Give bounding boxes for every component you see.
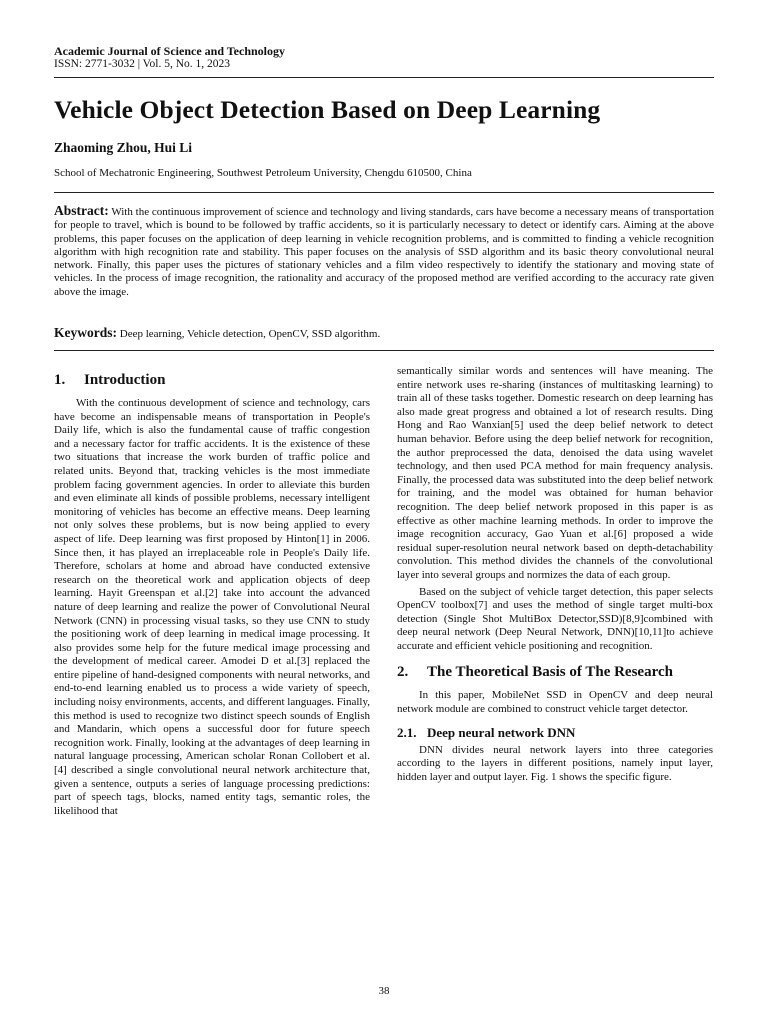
keywords-text: Deep learning, Vehicle detection, OpenCV, SSD algorithm. — [119, 328, 381, 340]
section-title: The Theoretical Basis of The Research — [427, 664, 673, 681]
section-number: 1. — [54, 372, 66, 388]
section-heading-2 — [397, 663, 713, 681]
journal-issn: ISSN: 2771-3032 | Vol. 5, No. 1, 2023 — [54, 58, 230, 70]
paper-affiliation: School of Mechatronic Engineering, Southwest Petroleum University, Chengdu 610500, China — [54, 167, 472, 179]
abstract-bottom-divider — [54, 350, 714, 351]
subsection-2-1-paragraph: DNN divides neural network layers into three categories according to the layers in different positions, namely input layer, hidden layer and output layer. Fig. 1 shows the specific figure. — [397, 743, 713, 783]
abstract — [54, 204, 714, 299]
page-number: 38 — [378, 985, 390, 997]
left-column — [54, 371, 370, 818]
header-divider — [54, 77, 714, 78]
section-number: 2. — [397, 664, 409, 681]
subsection-heading-2-1 — [397, 725, 713, 741]
intro-paragraph-1-continued: semantically similar words and sentences will have meaning. The entire network uses re-sharing (instances of multitasking learning) to train all of these tasks together. Domestic research on deep learning has also made great progress and obtained a lot of research results. Ding Hong and Rao Wanxian[5] used the deep belief network to detect human behavior. Before using the deep belief network for recognition, the author preprocessed the data, denoised the data using wavelet technology, and then used PCA method for main frequency analysis. Finally, the processed data was substituted into the deep belief network for training, and the model was obtained for human behavior recognition. The deep belief network proposed in this paper is as effective as other machine learning methods. In order to improve the image recognition accuracy, Gao Yuan et al.[6] proposed a wide residual super-resolution neural network based on depth-detachability convolution. This method divides the channels of the convolutional layer into several groups and normizes the data of each group. — [397, 365, 713, 581]
right-column — [397, 365, 713, 784]
abstract-text: With the continuous improvement of science and technology and living standards, cars have become a necessary means of transportation for people to travel, which is bound to be followed by traffic accidents, so it is particularly necessary to detect or identify cars. Aiming at the above problems, this paper focuses on the application of deep learning in vehicle recognition problems, and is committed to finding a vehicle recognition algorithm with high recognition rate and stability. This paper focuses on the analysis of SSD algorithm and its basic theory convolutional neural network. Finally, this paper uses the pictures of stationary vehicles and a film video respectively to identify the stationary and moving state of vehicles. In the process of image recognition, the rationality and accuracy of the proposed method are verified according to the accuracy rate given above the image. — [54, 206, 714, 298]
paper-authors: Zhaoming Zhou, Hui Li — [54, 140, 193, 155]
journal-header — [54, 45, 714, 71]
section-heading-introduction — [54, 371, 370, 389]
intro-paragraph-1: With the continuous development of science and technology, cars have become an indispensable means of transportation in People's Daily life, which is also the fundamental cause of traffic congestion and a necessary factor for traffic accidents. It is the existence of these two situations that increase the work burden of traffic police and related units. Beyond that, tracking vehicles is the most immediate problem facing government agencies. In order to alleviate this burden and even eliminate all kinds of possible problems, necessary intelligent monitoring of vehicles has become an effective means. Deep learning not only solves these problems, but is now being applied to every aspect of life. Deep learning was first proposed by Hinton[1] in 2006. Since then, it has played an irreplaceable role in People's Daily life. Therefore, scholars at home and abroad have conducted extensive research on the theoretical work and application objects of deep learning. Hayit Greenspan et al.[2] take into account the advanced nature of deep learning and realize the power of Convolutional Neural Network (CNN) in processing visual tasks, so they use CNN to study the positioning work of deep learning in medical image processing. It also provides some help for the future medical image processing and the development of medical career. Amodei D et al.[3] replaced the entire pipeline of hand-designed components with neural networks, and end-to-end learning enabled us to process a wide variety of speech, including noisy environments, accents, and different languages. Finally, this method is used to recognize two distinct speech sounds of English and Mandarin, which opens a successful door for future speech recognition work. Finally, looking at the advantages of deep learning in natural language processing, American scholar Ronan Collobert et al.[4] described a single convolutional neural network architecture that, given a sentence, outputs a series of language processing predictions: part of speech tags, blocks, named entity tags, semantic roles, the likelihood that — [54, 397, 370, 817]
section-2-paragraph: In this paper, MobileNet SSD in OpenCV and deep neural network module are combined to construct vehicle target detector. — [397, 689, 713, 716]
journal-name: Academic Journal of Science and Technology — [54, 44, 286, 58]
keywords — [54, 326, 714, 341]
abstract-top-divider — [54, 192, 714, 193]
keywords-label: Keywords: — [54, 325, 117, 340]
paper-title: Vehicle Object Detection Based on Deep Learning — [54, 95, 601, 124]
abstract-label: Abstract: — [54, 203, 109, 218]
section-title: Introduction — [84, 372, 166, 388]
subsection-number: 2.1. — [397, 724, 417, 740]
subsection-title: Deep neural network DNN — [427, 724, 576, 740]
intro-paragraph-2: Based on the subject of vehicle target detection, this paper selects OpenCV toolbox[7] and uses the method of single target multi-box detection (Single Shot MultiBox Detector,SSD)[8,9]combined with deep neural network (Deep Neural Network, DNN)[10,11]to achieve accurate and efficient vehicle positioning and recognition. — [397, 585, 713, 652]
